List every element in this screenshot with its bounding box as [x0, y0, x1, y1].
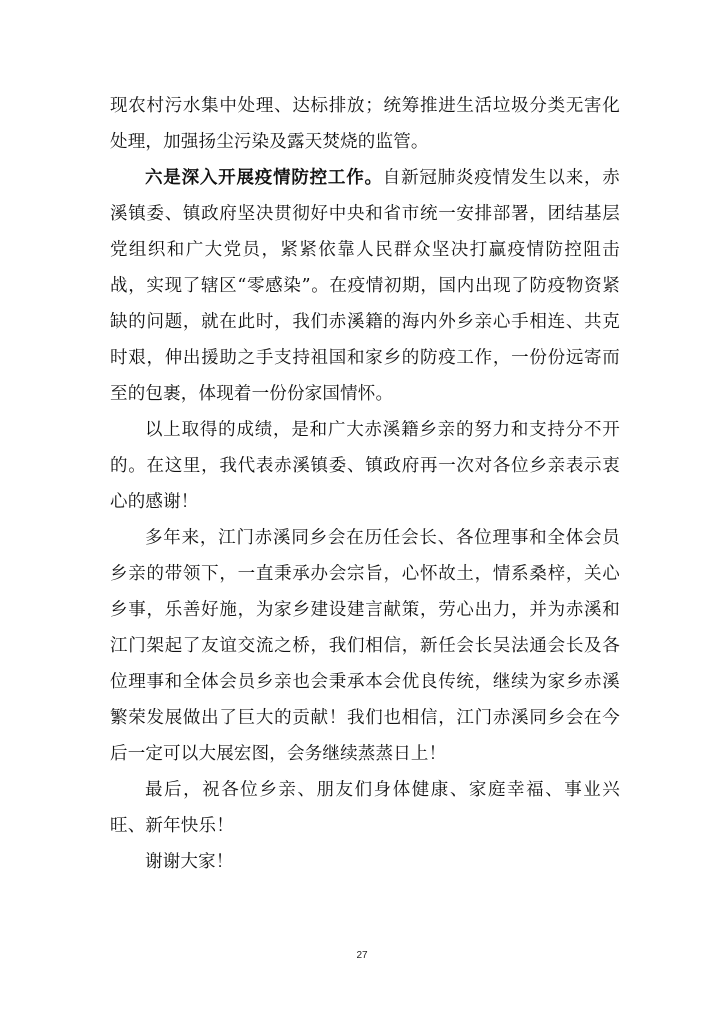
paragraph-text: 现农村污水集中处理、达标排放；统筹推进生活垃圾分类无害化处理，加强扬尘污染及露天焚烧的监管。	[110, 96, 620, 152]
paragraph-text: 谢谢大家！	[145, 852, 234, 872]
page-number: 27	[356, 950, 368, 961]
paragraph-closing	[110, 844, 620, 880]
paragraph-text: 最后，祝各位乡亲、朋友们身体健康、家庭幸福、事业兴旺、新年快乐！	[110, 780, 620, 836]
paragraph-text: 以上取得的成绩，是和广大赤溪籍乡亲的努力和支持分不开的。在这里，我代表赤溪镇委、镇政府再一次对各位乡亲表示衷心的感谢！	[110, 420, 620, 512]
paragraph-epidemic-prevention	[110, 160, 620, 412]
paragraph-continuation	[110, 88, 620, 160]
paragraph-text: 自新冠肺炎疫情发生以来，赤溪镇委、镇政府坚决贯彻好中央和省市统一安排部署，团结基层党组织和广大党员，紧紧依靠人民群众坚决打赢疫情防控阻击战，实现了辖区“零感染”。在疫情初期，国内出现了防疫物资紧缺的问题，就在此时，我们赤溪籍的海内外乡亲心手相连、共克时艰，伸出援助之手支持祖国和家乡的防疫工作，一份份远寄而至的包裹，体现着一份份家国情怀。	[110, 168, 620, 404]
paragraph-text: 多年来，江门赤溪同乡会在历任会长、各位理事和全体会员乡亲的带领下，一直秉承办会宗旨，心怀故土，情系桑梓，关心乡事，乐善好施，为家乡建设建言献策，劳心出力，并为赤溪和江门架起了友谊交流之桥，我们相信，新任会长吴法通会长及各位理事和全体会员乡亲也会秉承本会优良传统，继续为家乡赤溪繁荣发展做出了巨大的贡献！我们也相信，江门赤溪同乡会在今后一定可以大展宏图，会务继续蒸蒸日上！	[110, 528, 620, 764]
paragraph-blessing	[110, 772, 620, 844]
paragraph-heading: 六是深入开展疫情防控工作。	[145, 168, 383, 188]
paragraph-thanks	[110, 412, 620, 520]
document-page	[110, 88, 620, 880]
paragraph-association	[110, 520, 620, 772]
